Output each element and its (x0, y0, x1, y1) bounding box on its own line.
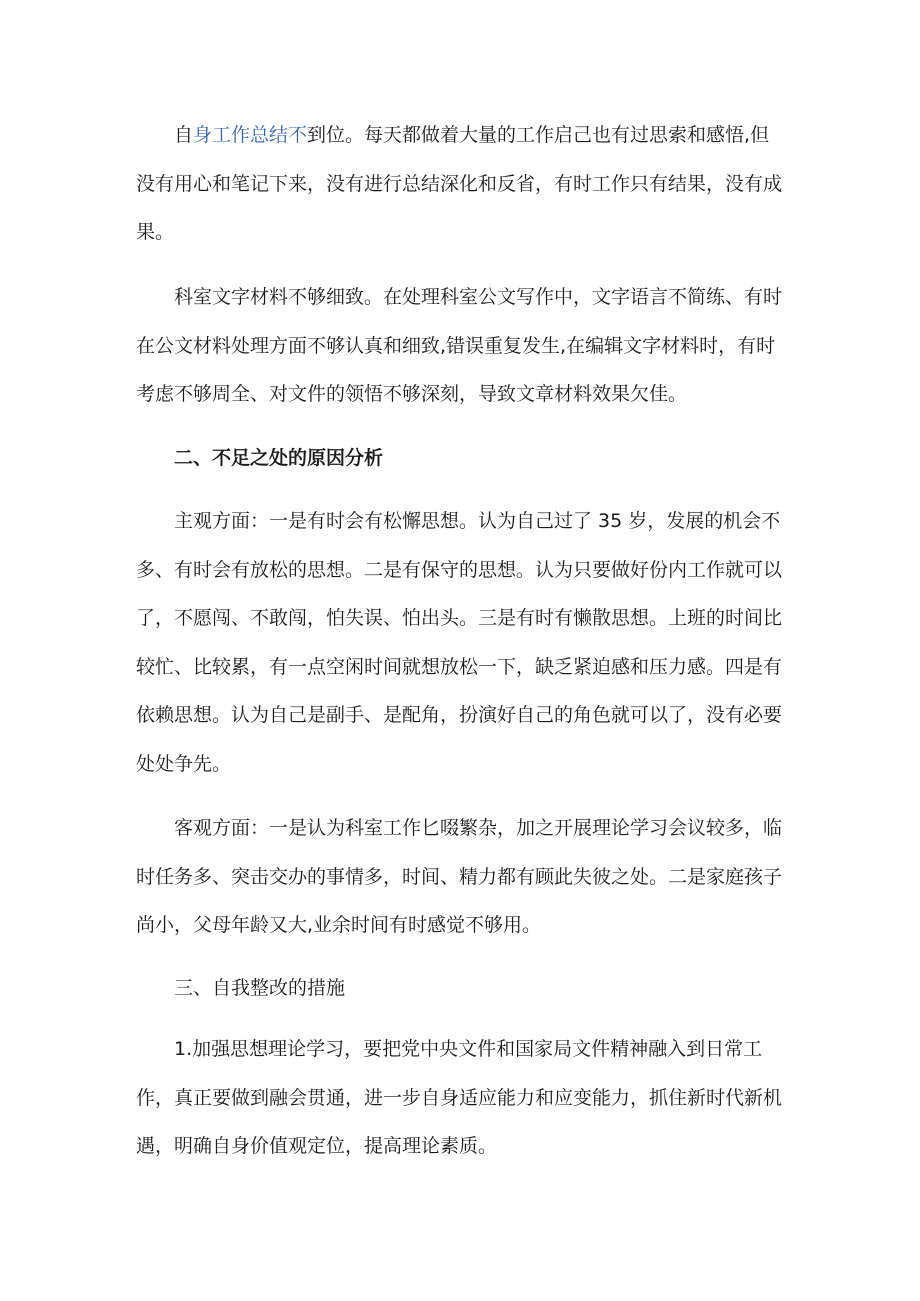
highlighted-link-text[interactable]: 身工作总结不 (193, 124, 308, 146)
paragraph-prefix: 自 (174, 124, 194, 146)
paragraph-measure-1: 1.加强思想理论学习，要把党中央文件和国家局文件精神融入到日常工作，真正要做到融会贯通，进一步自身适应能力和应变能力，抓住新时代新机遇，明确自身价值观定位，提高理论素质。 (136, 1038, 783, 1157)
paragraph-objective: 客观方面：一是认为科室工作匕啜繁杂，加之开展理论学习会议较多，临时任务多、突击交办的事情多，时间、精力都有顾此失彼之处。二是家庭孩子尚小，父母年龄又大,业余时间有时感觉不够用。 (136, 817, 783, 936)
paragraph-self-summary (136, 111, 786, 257)
paragraph-text: 到位。每天都做着大量的工作启己也有过思索和感悟,但没有用心和笔记下来，没有进行总结深化和反省，有时工作只有结果，没有成果。 (136, 124, 783, 243)
paragraph-text-materials: 科室文字材料不够细致。在处理科室公文写作中，文字语言不简练、有时在公文材料处理方面不够认真和细致,错误重复发生,在编辑文字材料时，有时考虑不够周全、对文件的领悟不够深刻，导致文章材料效果欠佳。 (136, 286, 783, 405)
section-heading-rectification: 三、自我整改的措施 (174, 977, 346, 999)
paragraph-subjective: 主观方面：一是有时会有松懈思想。认为自己过了 35 岁，发展的机会不多、有时会有放松的思想。二是有保守的思想。认为只要做好份内工作就可以了，不愿闯、不敢闯，怕失误、怕出头。三是有时有懒散思想。上班的时间比较忙、比较累，有一点空闲时间就想放松一下，缺乏紧迫感和压力感。四是有依赖思想。认为自己是副手、是配角，扮演好自己的角色就可以了，没有必要处处争先。 (136, 510, 783, 775)
section-heading-cause-analysis: 二、不足之处的原因分析 (174, 447, 384, 469)
